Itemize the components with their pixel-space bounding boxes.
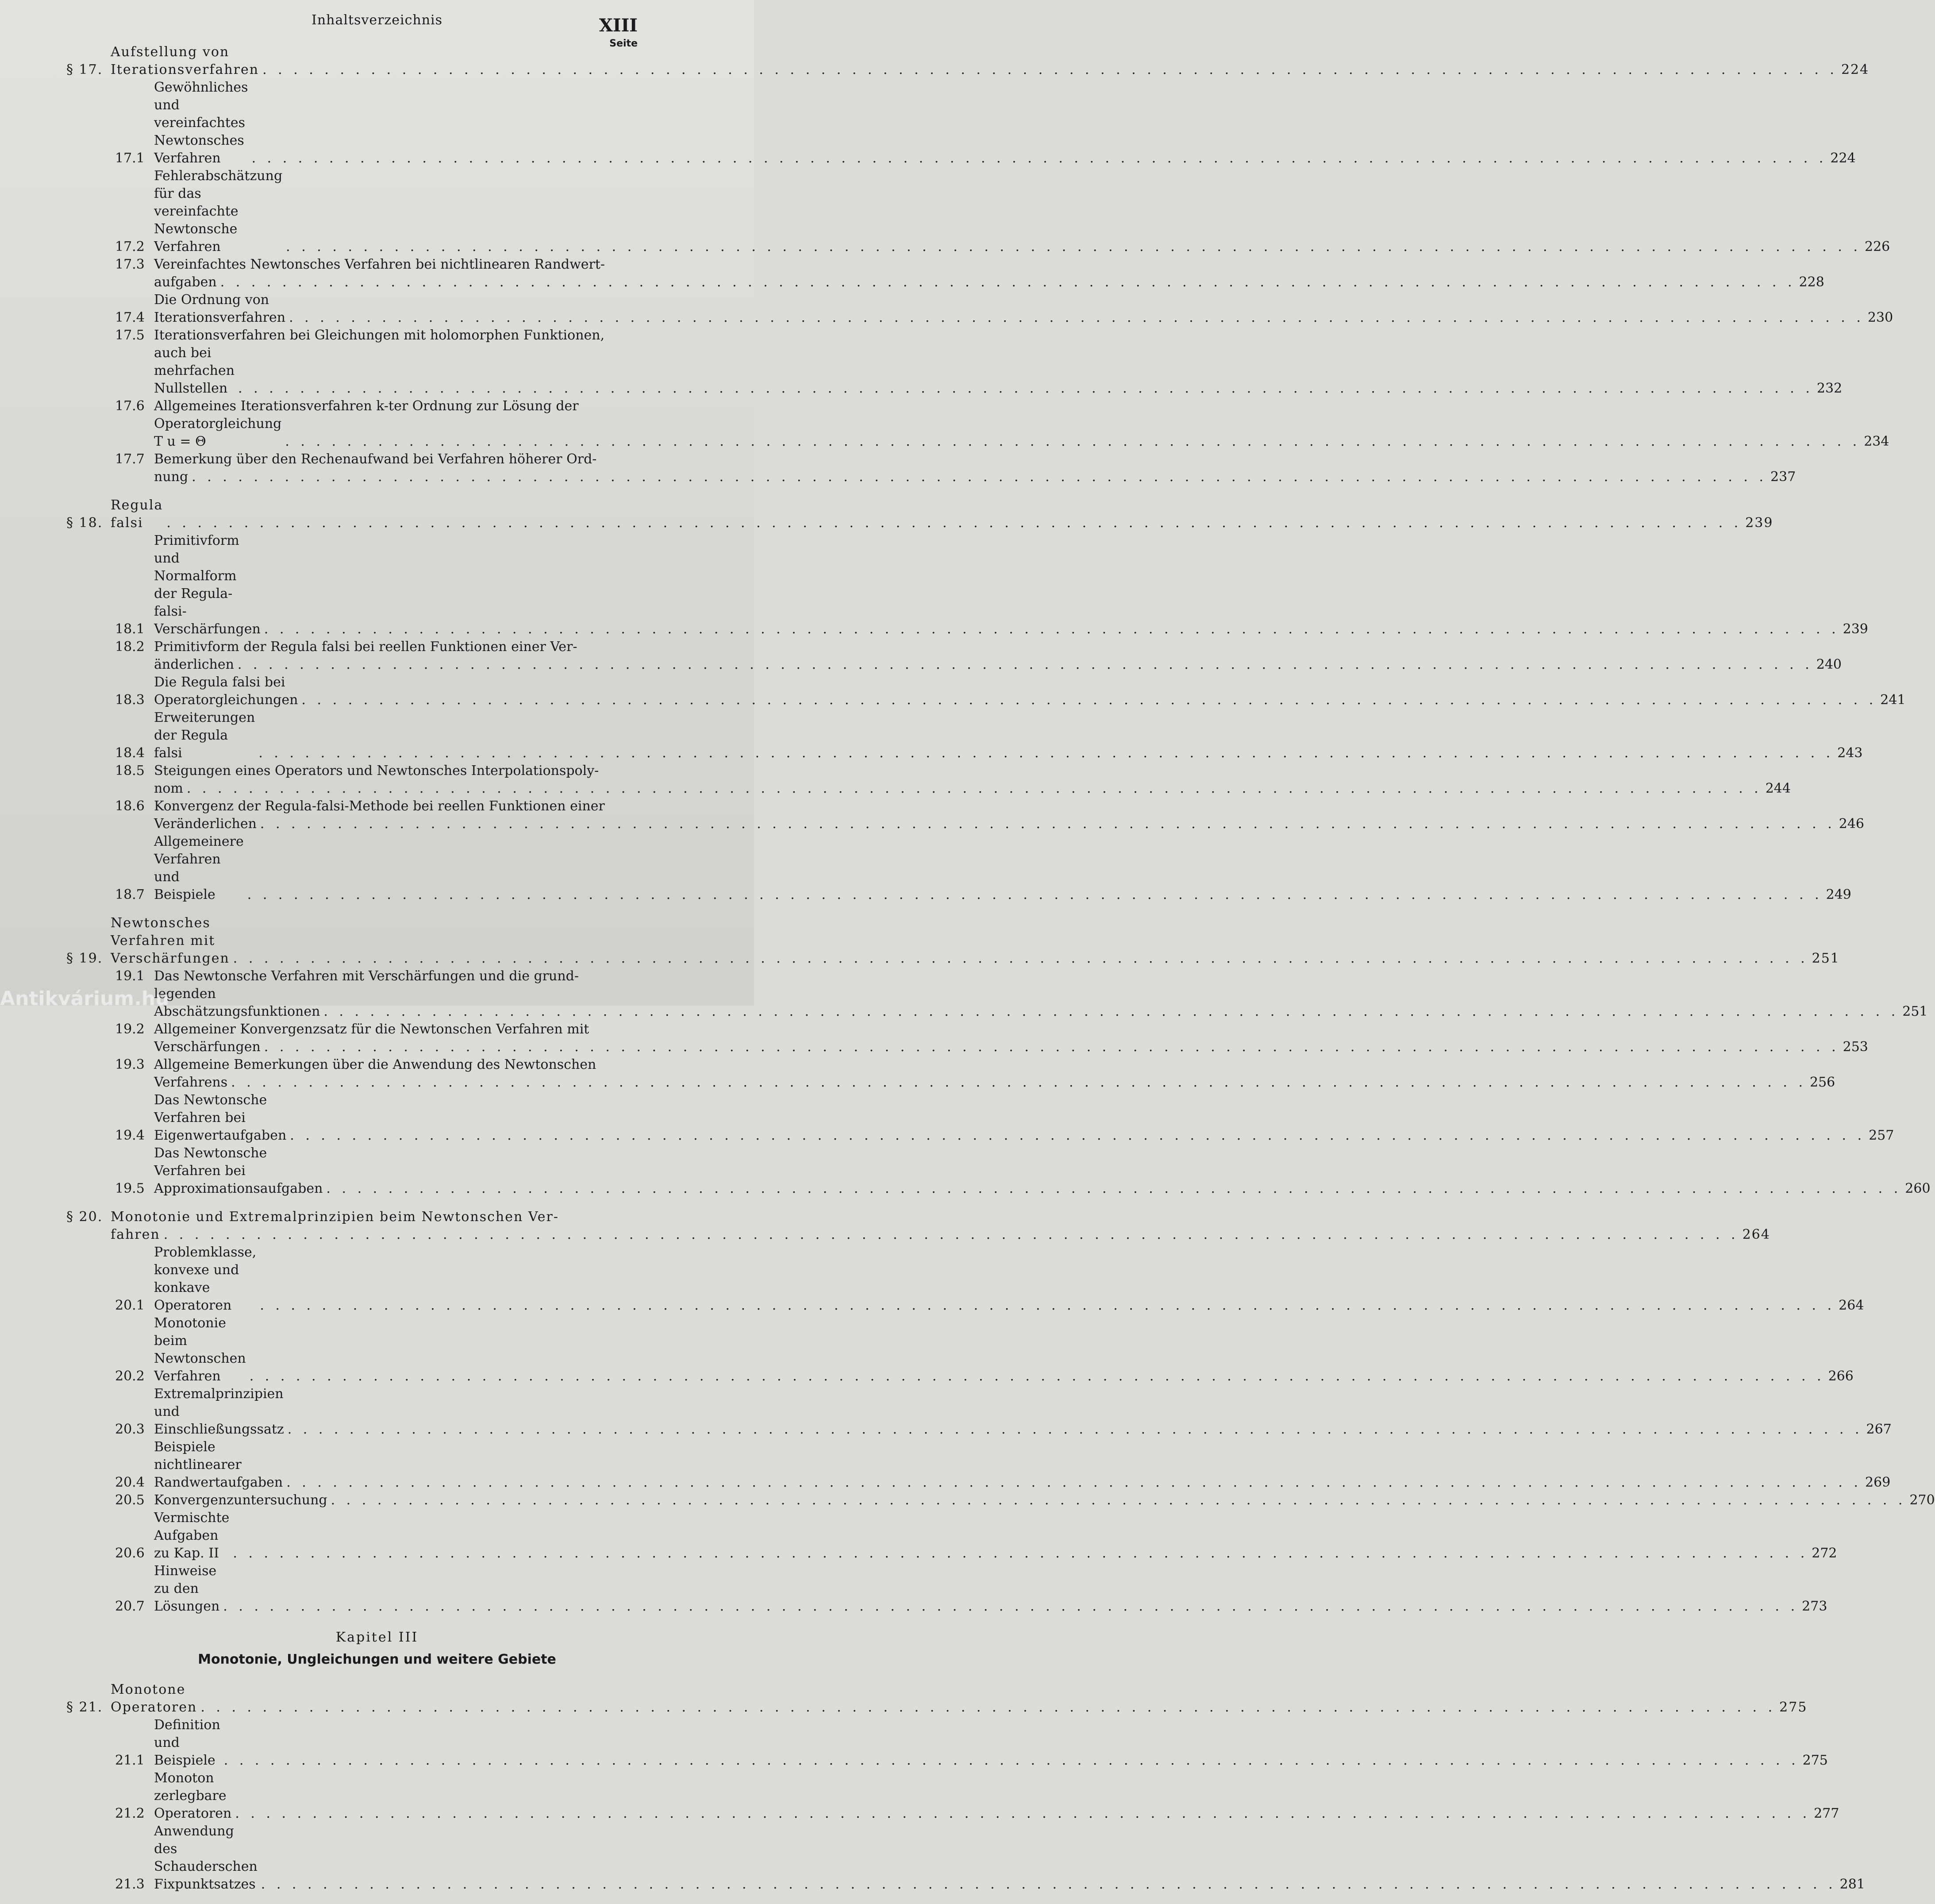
entry-number: 19.2 <box>115 1021 145 1037</box>
toc-entry <box>66 451 637 468</box>
entry-page: 237 <box>1770 469 1796 485</box>
entry-title: Steigungen eines Operators und Newtonsches Interpolationspoly- <box>154 763 599 779</box>
entry-title-continued: aufgaben <box>154 274 217 290</box>
entry-page: 224 <box>1841 62 1870 77</box>
entry-title-continued: nung <box>154 469 188 485</box>
entry-continuation <box>66 780 1791 798</box>
entry-number: 21.3 <box>115 1877 145 1892</box>
dot-leader <box>331 1492 1906 1509</box>
dot-leader <box>200 1699 1776 1716</box>
dot-leader <box>286 238 1861 256</box>
entry-number: 18.3 <box>115 692 145 708</box>
entry-page: 234 <box>1864 434 1889 449</box>
entry-number: 19.3 <box>115 1057 145 1072</box>
entry-title: Vereinfachtes Newtonsches Verfahren bei nichtlinearen Randwert- <box>154 257 605 272</box>
toc-entry <box>66 327 637 344</box>
subsection-list <box>66 1244 1935 1615</box>
toc-entry <box>66 967 637 985</box>
dot-leader <box>224 1752 1799 1769</box>
entry-number: 19.1 <box>115 968 145 984</box>
entry-title: Allgemeines Iterationsverfahren k-ter Ordnung zur Lösung der <box>154 398 579 414</box>
entry-continuation <box>66 1038 1868 1056</box>
entry-page: 230 <box>1867 310 1893 325</box>
toc-entry <box>66 833 1851 904</box>
toc-entry <box>66 1823 1865 1893</box>
toc-entry <box>66 1562 1827 1615</box>
entry-page: 249 <box>1826 887 1851 902</box>
dot-leader <box>258 744 1834 762</box>
entry-title-continued: änderlichen <box>154 657 234 672</box>
entry-number: § 21. <box>66 1700 103 1715</box>
entry-number: 17.5 <box>115 328 145 343</box>
toc-entry <box>66 1509 1837 1562</box>
entry-number: 17.7 <box>115 451 145 467</box>
entry-page: 253 <box>1843 1039 1868 1055</box>
entry-title: Monoton zerlegbare Operatoren <box>154 1770 232 1821</box>
entry-number: 20.7 <box>115 1599 145 1614</box>
entry-title: Problemklasse, konvexe und konkave Operatoren <box>154 1245 257 1313</box>
entry-page: 264 <box>1839 1298 1864 1313</box>
entry-title-continued: fahren <box>111 1227 160 1242</box>
entry-page: 251 <box>1812 951 1840 966</box>
entry-number: § 20. <box>66 1209 103 1225</box>
dot-leader <box>235 1805 1810 1823</box>
entry-number: 20.2 <box>115 1368 145 1384</box>
entry-title: Monotonie beim Newtonschen Verfahren <box>154 1315 246 1384</box>
entry-number: 17.6 <box>115 398 145 414</box>
toc-entry <box>66 1145 1931 1198</box>
entry-title: Konvergenz der Regula-falsi-Methode bei reellen Funktionen einer <box>154 798 605 814</box>
dot-leader <box>192 468 1767 486</box>
entry-title: Iterationsverfahren bei Gleichungen mit holomorphen Funktionen, <box>154 328 605 343</box>
dot-leader <box>187 780 1762 798</box>
watermark: Antikvárium.hu <box>0 987 169 1010</box>
entry-title: Gewöhnliches und vereinfachtes Newtonsches Verfahren <box>154 80 248 166</box>
entry-page: 241 <box>1880 692 1906 708</box>
table-of-contents <box>66 43 1935 1904</box>
entry-title: Fehlerabschätzung für das vereinfachte Newtonsche Verfahren <box>154 168 283 254</box>
toc-entry <box>66 167 1890 256</box>
entry-page: 264 <box>1742 1227 1770 1242</box>
entry-title: Anwendung des Schauderschen Fixpunktsatzes <box>154 1823 258 1892</box>
toc-entry <box>66 762 637 780</box>
entry-page: 240 <box>1816 657 1842 672</box>
toc-entry <box>66 1438 1891 1492</box>
section-heading <box>66 497 1773 532</box>
entry-title: Allgemeiner Konvergenzsatz für die Newtonschen Verfahren mit <box>154 1021 589 1037</box>
entry-number: § 17. <box>66 62 103 77</box>
toc-entry <box>66 1056 637 1074</box>
entry-page: 239 <box>1745 515 1773 531</box>
entry-title: Primitivform der Regula falsi bei reellen Funktionen einer Ver- <box>154 639 577 655</box>
entry-title: Monotonie und Extremalprinzipien beim Newtonschen Ver- <box>111 1209 559 1225</box>
entry-page: 269 <box>1865 1475 1891 1490</box>
subsection-list <box>66 532 1906 904</box>
section-heading <box>66 1681 1808 1716</box>
toc-entry <box>66 674 1906 709</box>
entry-page: 275 <box>1779 1700 1808 1715</box>
subsection-list <box>66 1716 1865 1893</box>
entry-title: Beispiele nichtlinearer Randwertaufgaben <box>154 1439 283 1490</box>
toc-entry <box>66 1492 1935 1509</box>
dot-leader <box>262 61 1838 79</box>
entry-number: 18.7 <box>115 887 145 902</box>
entry-title-continued: nom <box>154 781 183 796</box>
dot-leader <box>289 309 1864 327</box>
toc-section <box>66 497 1906 904</box>
dot-leader <box>261 1876 1836 1893</box>
toc-section <box>66 1208 1935 1615</box>
entry-number: § 18. <box>66 515 103 531</box>
entry-number: 17.2 <box>115 239 145 254</box>
toc-entry <box>66 1716 1828 1769</box>
entry-number: 17.4 <box>115 310 145 325</box>
toc-entry <box>66 1769 1839 1823</box>
entry-number: 20.5 <box>115 1492 145 1508</box>
entry-number: § 19. <box>66 951 103 966</box>
dot-leader <box>233 1545 1808 1562</box>
entry-continuation <box>66 468 1796 486</box>
subsection-list <box>66 79 1893 486</box>
toc-section <box>66 914 1931 1198</box>
entry-number: 20.1 <box>115 1298 145 1313</box>
entry-title-continued: auch bei mehrfachen Nullstellen <box>154 345 235 396</box>
entry-page: 272 <box>1812 1546 1837 1561</box>
entry-title: Hinweise zu den Lösungen <box>154 1563 220 1614</box>
dot-leader <box>260 1297 1835 1314</box>
entry-number: 21.2 <box>115 1806 145 1821</box>
entry-page: 232 <box>1816 381 1843 396</box>
running-head: Inhaltsverzeichnis <box>311 12 443 28</box>
entry-title: Allgemeinere Verfahren und Beispiele <box>154 834 244 902</box>
dot-leader <box>250 1368 1825 1385</box>
dot-leader <box>220 274 1796 291</box>
entry-title: Newtonsches Verfahren mit Verschärfungen <box>111 915 230 966</box>
entry-page: 243 <box>1837 745 1863 761</box>
dot-leader <box>326 1180 1901 1198</box>
dot-leader <box>252 150 1827 167</box>
entry-page: 226 <box>1865 239 1890 254</box>
entry-number: 21.1 <box>115 1753 145 1768</box>
toc-entry <box>66 79 1856 167</box>
toc-entry <box>66 1091 1894 1145</box>
entry-title: Monotone Operatoren <box>111 1682 197 1715</box>
dot-leader <box>260 815 1835 833</box>
entry-title-continued: legenden Abschätzungsfunktionen <box>154 986 320 1019</box>
dot-leader <box>166 514 1742 532</box>
toc-entry <box>66 256 637 274</box>
toc-entry <box>66 638 637 656</box>
entry-page: 270 <box>1909 1492 1935 1508</box>
toc-entry <box>66 1021 637 1038</box>
entry-page: 228 <box>1799 274 1824 290</box>
toc-section <box>66 1681 1865 1893</box>
dot-leader <box>247 886 1823 904</box>
dot-leader <box>233 950 1808 967</box>
toc-section <box>66 43 1893 486</box>
entry-page: 277 <box>1814 1806 1839 1821</box>
entry-page: 251 <box>1902 1004 1928 1019</box>
entry-title: Regula falsi <box>111 497 163 531</box>
entry-continuation <box>66 1226 1770 1244</box>
dot-leader <box>223 1598 1798 1615</box>
entry-page: 256 <box>1809 1075 1835 1090</box>
entry-title: Definition und Beispiele <box>154 1717 220 1768</box>
entry-number: 20.3 <box>115 1422 145 1437</box>
dot-leader <box>285 433 1860 451</box>
chapter-title: Monotonie, Ungleichungen und weitere Gebiete <box>198 1652 556 1667</box>
entry-continuation <box>66 1074 1835 1091</box>
entry-number: 18.6 <box>115 798 145 814</box>
entry-continuation <box>66 656 1842 674</box>
toc-entry <box>66 397 637 415</box>
dot-leader <box>264 621 1839 638</box>
entry-title: Bemerkung über den Rechenaufwand bei Verfahren höherer Ord- <box>154 451 597 467</box>
entry-title: Extremalprinzipien und Einschließungssatz <box>154 1386 284 1437</box>
entry-page: 273 <box>1802 1599 1827 1614</box>
toc-entry <box>66 1314 1854 1385</box>
seite-label: Seite <box>609 38 638 49</box>
toc-entry <box>66 1385 1892 1438</box>
entry-title: Konvergenzuntersuchung <box>154 1492 327 1508</box>
dot-leader <box>323 1003 1899 1021</box>
entry-continuation <box>66 415 1889 451</box>
entry-continuation <box>66 344 1843 397</box>
dot-leader <box>288 1421 1863 1438</box>
dot-leader <box>264 1038 1839 1056</box>
entry-number: 18.1 <box>115 621 145 637</box>
toc-entry <box>66 709 1863 762</box>
dot-leader <box>231 1074 1806 1091</box>
dot-leader <box>301 691 1877 709</box>
toc-entry <box>66 798 637 815</box>
entry-continuation <box>66 274 1824 291</box>
entry-page: 275 <box>1802 1753 1828 1768</box>
section-heading <box>66 1208 637 1226</box>
section-heading <box>66 914 1840 967</box>
chapter-label: Kapitel III <box>335 1630 419 1645</box>
page-number: XIII <box>599 15 638 36</box>
entry-title: Das Newtonsche Verfahren bei Approximationsaufgaben <box>154 1145 323 1196</box>
entry-title: Aufstellung von Iterationsverfahren <box>111 44 259 77</box>
entry-number: 20.4 <box>115 1475 145 1490</box>
entry-number: 20.6 <box>115 1546 145 1561</box>
entry-page: 244 <box>1765 781 1791 796</box>
toc-entry <box>66 1244 1864 1314</box>
entry-page: 267 <box>1866 1422 1892 1437</box>
entry-number: 17.1 <box>115 150 145 166</box>
dot-leader <box>290 1127 1865 1145</box>
dot-leader <box>286 1474 1862 1492</box>
entry-title-continued: Operatorgleichung T u = Θ <box>154 416 282 449</box>
entry-number: 19.5 <box>115 1181 145 1196</box>
entry-page: 239 <box>1843 621 1868 637</box>
entry-title: Die Ordnung von Iterationsverfahren <box>154 292 286 325</box>
entry-title: Das Newtonsche Verfahren bei Eigenwertaufgaben <box>154 1092 287 1143</box>
entry-number: 18.5 <box>115 763 145 779</box>
entry-title-continued: Veränderlichen <box>154 816 257 832</box>
entry-continuation <box>66 815 1865 833</box>
entry-page: 224 <box>1830 150 1856 166</box>
entry-number: 18.4 <box>115 745 145 761</box>
dot-leader <box>164 1226 1739 1244</box>
toc-entry <box>66 291 1893 327</box>
entry-title-continued: Verschärfungen <box>154 1039 261 1055</box>
entry-title: Erweiterungen der Regula falsi <box>154 710 255 761</box>
section-heading <box>66 43 1870 79</box>
dot-leader <box>238 380 1813 397</box>
entry-page: 266 <box>1828 1368 1854 1384</box>
entry-title-continued: Verfahrens <box>154 1075 228 1090</box>
entry-page: 257 <box>1869 1128 1894 1143</box>
entry-title: Allgemeine Bemerkungen über die Anwendung des Newtonschen <box>154 1057 596 1072</box>
chapter-heading <box>0 1628 754 1672</box>
entry-page: 260 <box>1905 1181 1931 1196</box>
entry-title: Primitivform und Normalform der Regula-falsi-Verschärfungen <box>154 533 261 637</box>
entry-number: 17.3 <box>115 257 145 272</box>
entry-number: 18.2 <box>115 639 145 655</box>
entry-title: Die Regula falsi bei Operatorgleichungen <box>154 674 298 708</box>
toc-entry <box>66 532 1868 638</box>
entry-page: 246 <box>1839 816 1865 832</box>
entry-page: 281 <box>1839 1877 1865 1892</box>
entry-title: Vermischte Aufgaben zu Kap. II <box>154 1510 230 1561</box>
entry-title: Das Newtonsche Verfahren mit Verschärfungen und die grund- <box>154 968 579 984</box>
entry-number: 19.4 <box>115 1128 145 1143</box>
dot-leader <box>238 656 1813 674</box>
